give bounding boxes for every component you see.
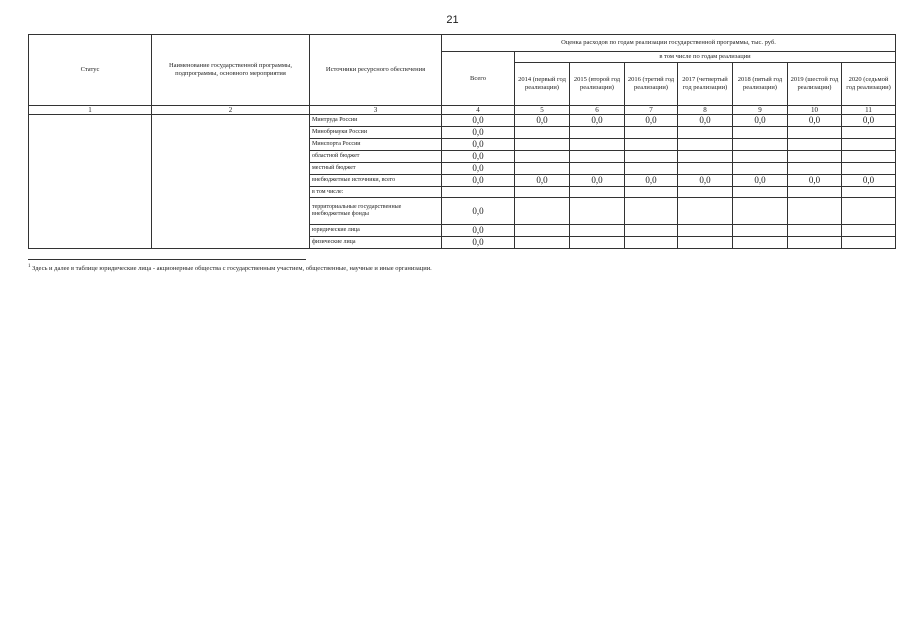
year-value-cell	[515, 237, 570, 249]
year-value-cell	[842, 151, 896, 163]
year-value-cell	[788, 139, 842, 151]
year-value-cell	[733, 127, 788, 139]
source-cell: Минтруда России	[310, 115, 442, 127]
year-value-cell	[733, 187, 788, 198]
year-value-cell: 0,0	[515, 175, 570, 187]
year-value-cell	[570, 163, 625, 175]
year-value-cell	[625, 225, 678, 237]
total-cell: 0,0	[442, 163, 515, 175]
total-cell: 0,0	[442, 237, 515, 249]
year-value-cell	[570, 139, 625, 151]
header-year: 2020 (седьмой год реализации)	[842, 63, 896, 106]
year-value-cell	[515, 163, 570, 175]
year-value-cell	[788, 187, 842, 198]
column-number: 7	[625, 106, 678, 115]
year-value-cell	[678, 198, 733, 225]
source-cell: Минобрнауки России	[310, 127, 442, 139]
year-value-cell	[625, 163, 678, 175]
source-cell: местный бюджет	[310, 163, 442, 175]
year-value-cell	[678, 187, 733, 198]
header-year: 2014 (первый год реализации)	[515, 63, 570, 106]
year-value-cell: 0,0	[625, 115, 678, 127]
header-program-name: Наименование государственной программы, подпрограммы, основного мероприятия	[152, 35, 310, 106]
column-number: 5	[515, 106, 570, 115]
year-value-cell	[733, 225, 788, 237]
header-year: 2016 (третий год реализации)	[625, 63, 678, 106]
year-value-cell: 0,0	[788, 175, 842, 187]
year-value-cell	[678, 151, 733, 163]
year-value-cell	[842, 139, 896, 151]
year-value-cell	[842, 237, 896, 249]
year-value-cell: 0,0	[570, 115, 625, 127]
year-value-cell	[842, 187, 896, 198]
year-value-cell	[625, 187, 678, 198]
program-name-cell	[152, 115, 310, 249]
year-value-cell	[625, 127, 678, 139]
total-cell: 0,0	[442, 198, 515, 225]
total-cell: 0,0	[442, 139, 515, 151]
year-value-cell	[570, 127, 625, 139]
year-value-cell	[515, 151, 570, 163]
year-value-cell	[788, 225, 842, 237]
year-value-cell: 0,0	[842, 115, 896, 127]
footnote-divider	[28, 259, 306, 260]
column-number: 1	[29, 106, 152, 115]
header-sources: Источники ресурсного обеспечения	[310, 35, 442, 106]
year-value-cell	[788, 237, 842, 249]
total-cell	[442, 187, 515, 198]
year-value-cell	[842, 127, 896, 139]
footnote-marker: 1	[28, 264, 31, 269]
column-number: 4	[442, 106, 515, 115]
header-by-years: в том числе по годам реализации	[515, 52, 896, 63]
year-value-cell: 0,0	[733, 175, 788, 187]
header-year: 2015 (второй год реализации)	[570, 63, 625, 106]
year-value-cell	[515, 187, 570, 198]
total-cell: 0,0	[442, 151, 515, 163]
column-number: 11	[842, 106, 896, 115]
year-value-cell: 0,0	[733, 115, 788, 127]
column-number: 8	[678, 106, 733, 115]
header-year: 2019 (шестой год реализации)	[788, 63, 842, 106]
column-number: 3	[310, 106, 442, 115]
year-value-cell	[678, 139, 733, 151]
year-value-cell	[842, 163, 896, 175]
year-value-cell	[570, 151, 625, 163]
column-number: 2	[152, 106, 310, 115]
year-value-cell: 0,0	[842, 175, 896, 187]
year-value-cell: 0,0	[678, 175, 733, 187]
source-cell: в том числе:	[310, 187, 442, 198]
budget-table	[28, 34, 896, 249]
total-cell: 0,0	[442, 225, 515, 237]
year-value-cell: 0,0	[788, 115, 842, 127]
year-value-cell	[570, 237, 625, 249]
year-value-cell	[842, 198, 896, 225]
year-value-cell	[733, 139, 788, 151]
year-value-cell	[733, 163, 788, 175]
year-value-cell	[625, 198, 678, 225]
year-value-cell	[678, 127, 733, 139]
table-row	[29, 115, 896, 127]
year-value-cell	[788, 127, 842, 139]
header-estimate: Оценка расходов по годам реализации государственной программы, тыс. руб.	[442, 35, 896, 52]
year-value-cell	[625, 151, 678, 163]
year-value-cell	[788, 151, 842, 163]
year-value-cell	[842, 225, 896, 237]
year-value-cell	[570, 187, 625, 198]
source-cell: физические лица	[310, 237, 442, 249]
header-status: Статус	[29, 35, 152, 106]
source-cell: территориальные государственные внебюджетные фонды	[310, 198, 442, 225]
year-value-cell	[570, 198, 625, 225]
year-value-cell	[733, 237, 788, 249]
total-cell: 0,0	[442, 115, 515, 127]
year-value-cell	[678, 225, 733, 237]
year-value-cell: 0,0	[570, 175, 625, 187]
year-value-cell	[570, 225, 625, 237]
total-cell: 0,0	[442, 175, 515, 187]
year-value-cell	[678, 163, 733, 175]
year-value-cell	[515, 225, 570, 237]
year-value-cell	[788, 163, 842, 175]
year-value-cell	[625, 237, 678, 249]
footnote-text: Здесь и далее в таблице юридические лица - акционерные общества с государственным участием, общественные, научные и иные организации.	[32, 265, 432, 273]
year-value-cell	[625, 139, 678, 151]
header-total: Всего	[442, 52, 515, 106]
footnote	[28, 264, 498, 274]
year-value-cell: 0,0	[678, 115, 733, 127]
source-cell: внебюджетные источники, всего	[310, 175, 442, 187]
column-number: 10	[788, 106, 842, 115]
year-value-cell	[515, 139, 570, 151]
year-value-cell	[733, 151, 788, 163]
year-value-cell	[788, 198, 842, 225]
total-cell: 0,0	[442, 127, 515, 139]
page-number: 21	[446, 14, 459, 26]
column-number: 6	[570, 106, 625, 115]
source-cell: юридические лица	[310, 225, 442, 237]
status-cell	[29, 115, 152, 249]
header-year: 2017 (четвертый год реализации)	[678, 63, 733, 106]
column-number: 9	[733, 106, 788, 115]
header-year: 2018 (пятый год реализации)	[733, 63, 788, 106]
source-cell: Минспорта России	[310, 139, 442, 151]
year-value-cell: 0,0	[625, 175, 678, 187]
source-cell: областной бюджет	[310, 151, 442, 163]
year-value-cell	[733, 198, 788, 225]
year-value-cell	[515, 198, 570, 225]
year-value-cell	[515, 127, 570, 139]
year-value-cell	[678, 237, 733, 249]
year-value-cell: 0,0	[515, 115, 570, 127]
